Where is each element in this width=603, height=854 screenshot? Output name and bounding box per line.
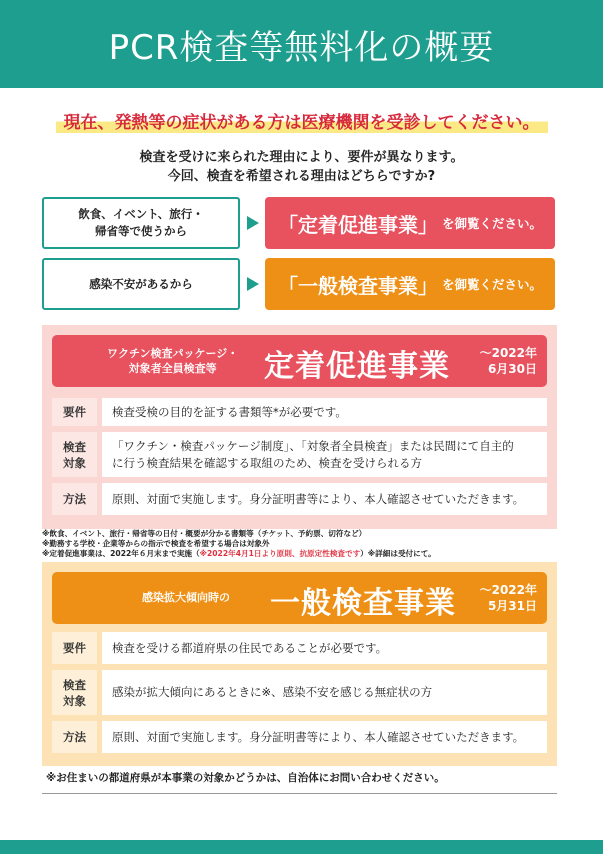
- row-label: 方法: [52, 721, 97, 753]
- choice-anxiety-line-1: 感染不安があるから: [89, 276, 193, 291]
- cta-teichaku-program: [265, 197, 555, 249]
- section-teichaku-subtitle-line-2: 対象者全員検査等: [128, 362, 217, 375]
- section-teichaku-row-requirement: [52, 398, 547, 426]
- row-label-line-2: 対象: [63, 455, 86, 470]
- section-teichaku-row-method: [52, 483, 547, 515]
- header-bar: [0, 0, 603, 88]
- arrow-right-icon: [247, 216, 259, 230]
- bottom-note: ※お住まいの都道府県が本事業の対象かどうかは、自治体にお問い合わせください。: [46, 772, 445, 784]
- choice-travel-line-1: 飲食、イベント、旅行・: [78, 207, 204, 221]
- row-label: [52, 670, 97, 715]
- row-label: 要件: [52, 632, 97, 664]
- note-documents: ※飲食、イベント、旅行・帰省等の日付・概要が分かる書類等（チケット、予約票、切符など）: [42, 529, 367, 538]
- section-ippan-period-line-2: 5月31日: [487, 599, 537, 613]
- section-teichaku-period-line-1: ～2022年: [479, 346, 537, 360]
- row-label: 方法: [52, 483, 97, 515]
- section-teichaku-subtitle-line-1: ワクチン検査パッケージ・: [107, 347, 239, 360]
- section-teichaku-banner: [52, 335, 547, 387]
- section-teichaku-row-target: [52, 432, 547, 477]
- section-ippan-period: [480, 582, 537, 614]
- note-employer-exclusion: ※勤務する学校・企業等からの指示で検査を希望する場合は対象外: [42, 539, 270, 548]
- note-period-pre: ※定着促進事業は、2022年６月末まで実施（: [42, 549, 200, 558]
- row-label-line-2: 対象: [63, 693, 86, 708]
- row-body: 検査受検の目的を証する書類等*が必要です。: [102, 398, 547, 426]
- row-label: 要件: [52, 398, 97, 426]
- section-ippan-period-line-1: ～2022年: [479, 583, 537, 597]
- section-teichaku: [42, 325, 557, 529]
- cta-ippan-suffix: を御覧ください。: [441, 277, 542, 292]
- note-period-post: ）※詳細は受付にて。: [360, 549, 436, 558]
- section-ippan-subtitle: 感染拡大傾向時の: [142, 591, 230, 604]
- arrow-right-icon: [247, 277, 259, 291]
- row-body-line-2: に行う検査結果を確認する取組のため、検査を受けられる方: [112, 455, 423, 470]
- warning-banner: [0, 106, 603, 133]
- section-ippan-row-method: [52, 721, 547, 753]
- row-label-line-1: 検査: [63, 677, 86, 692]
- footer-bar: [0, 840, 603, 854]
- section-ippan-title: 一般検査事業: [270, 586, 456, 621]
- section-teichaku-subtitle: [107, 346, 238, 376]
- section-ippan-row-target: [52, 670, 547, 715]
- row-body: 原則、対面で実施します。身分証明書等により、本人確認させていただきます。: [102, 483, 547, 515]
- cta-ippan-program: [265, 258, 555, 310]
- section-ippan-banner: [52, 572, 547, 624]
- row-body: 原則、対面で実施します。身分証明書等により、本人確認させていただきます。: [102, 721, 547, 753]
- note-period: [42, 549, 436, 559]
- row-body: 検査を受ける都道府県の住民であることが必要です。: [102, 632, 547, 664]
- row-body: [102, 432, 547, 477]
- intro-line-2: 今回、検査を希望される理由はどちらですか?: [167, 169, 436, 184]
- cta-teichaku-suffix: を御覧ください。: [441, 216, 542, 231]
- row-body: 感染が拡大傾向にあるときに※、感染不安を感じる無症状の方: [102, 670, 547, 715]
- row-label: [52, 432, 97, 477]
- intro-text: [0, 148, 603, 186]
- choice-anxiety-reason: [42, 258, 240, 310]
- section-teichaku-title: 定着促進事業: [264, 349, 450, 384]
- divider: [42, 793, 557, 794]
- row-label-line-1: 検査: [63, 439, 86, 454]
- note-period-red: ※2022年4月1日より原則、抗原定性検査です: [199, 549, 361, 558]
- choice-travel-reason: [42, 197, 240, 249]
- section-teichaku-period-line-2: 6月30日: [487, 362, 537, 376]
- section-teichaku-period: [480, 345, 537, 377]
- choice-travel-line-2: 帰省等で使うから: [95, 224, 187, 238]
- page-title: PCR検査等無料化の概要: [108, 27, 495, 68]
- section-ippan: [42, 562, 557, 766]
- row-body-line-1: 「ワクチン・検査パッケージ制度」、「対象者全員検査」または民間にて自主的: [112, 438, 514, 453]
- cta-ippan-name: 「一般検査事業」: [277, 273, 438, 298]
- warning-text: 現在、発熱等の症状がある方は医療機関を受診してください。: [56, 106, 548, 133]
- intro-line-1: 検査を受けに来られた理由により、要件が異なります。: [139, 150, 464, 165]
- cta-teichaku-name: 「定着促進事業」: [277, 212, 438, 237]
- section-ippan-row-requirement: [52, 632, 547, 664]
